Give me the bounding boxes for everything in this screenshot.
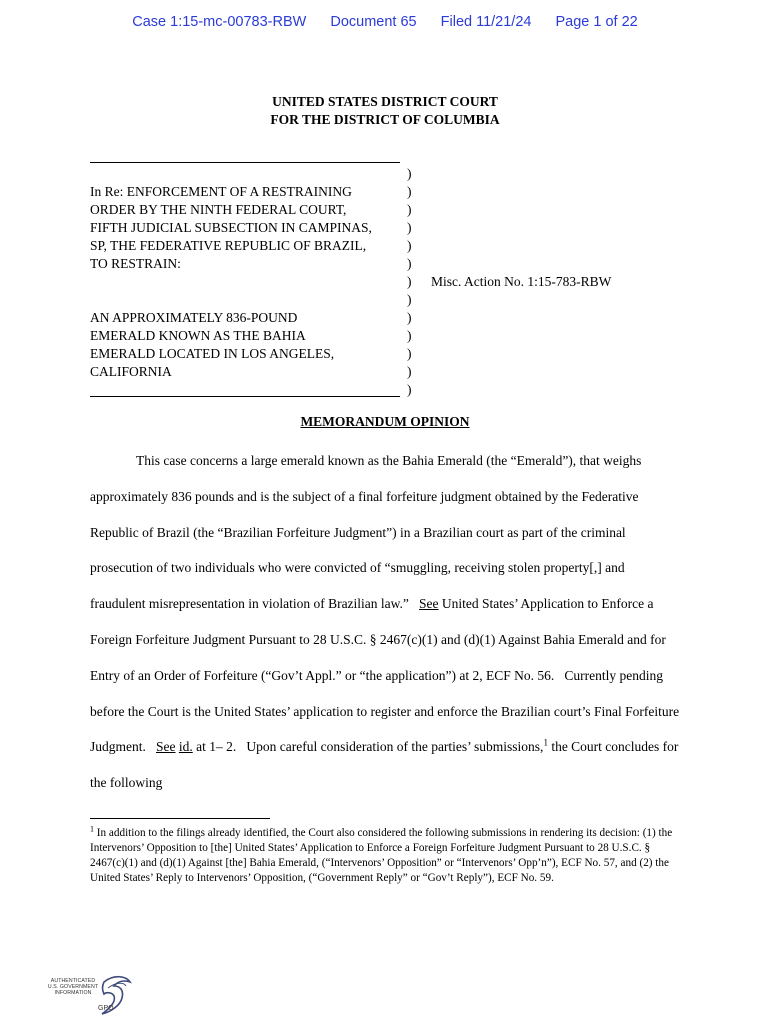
paren: ) — [407, 346, 412, 361]
opinion-body — [90, 443, 680, 801]
footnote-number: 1 — [90, 824, 94, 834]
paren: ) — [407, 202, 412, 217]
paren: ) — [407, 184, 412, 199]
paren: ) — [407, 220, 412, 235]
citation-id: id. — [178, 739, 193, 755]
footnote-separator — [90, 818, 270, 819]
caption-bottom-rule — [90, 396, 400, 397]
paren: ) — [407, 238, 412, 253]
caption-line: In Re: ENFORCEMENT OF A RESTRAINING — [90, 184, 352, 199]
citation-signal-see: See — [419, 596, 439, 612]
footnote-text: In addition to the filings already identified, the Court also considered the following submissions in rendering its decision: (1) the Intervenors’ Opposition to [the] United States’ Application to Enforce a Foreign Forfeiture Judgment Pursuant to 28 U.S.C. § 2467(c)(1) and (d)(1) Against [the] Bahia Emerald, (“Intervenors’ Opposition” or “Intervenors’ Opp’n”), ECF No. 57, and (2) the United States’ Reply to Intervenors’ Opposition, (“Government Reply” or “Gov’t Reply”), ECF No. 59. — [90, 827, 673, 884]
filing-header — [0, 14, 770, 30]
footnote-reference[interactable]: 1 — [543, 737, 548, 748]
paren: ) — [407, 382, 412, 397]
case-number: Case 1:15-mc-00783-RBW — [132, 14, 307, 30]
seal-text: AUTHENTICATED U.S. GOVERNMENT INFORMATION — [47, 978, 99, 996]
body-text: at 1– 2. Upon careful consideration of the parties’ submissions, — [192, 739, 544, 755]
gpo-label: GPO — [98, 1005, 114, 1012]
caption-line: EMERALD KNOWN AS THE BAHIA — [90, 328, 306, 343]
caption-party-property — [90, 309, 410, 381]
caption-line: SP, THE FEDERATIVE REPUBLIC OF BRAZIL, — [90, 238, 367, 253]
page-number: Page 1 of 22 — [555, 14, 638, 30]
opinion-paragraph — [90, 443, 680, 801]
caption-party-in-re — [90, 183, 410, 273]
caption-line: AN APPROXIMATELY 836-POUND — [90, 310, 298, 325]
filed-date: Filed 11/21/24 — [440, 14, 532, 30]
eagle-icon — [96, 972, 134, 1018]
document-number: Document 65 — [330, 14, 417, 30]
caption-line: ORDER BY THE NINTH FEDERAL COURT, — [90, 202, 347, 217]
footnote — [90, 826, 684, 886]
paren: ) — [407, 328, 412, 343]
caption-line: CALIFORNIA — [90, 364, 172, 379]
paren: ) — [407, 364, 412, 379]
document-title: MEMORANDUM OPINION — [300, 414, 470, 429]
paren: ) — [407, 166, 412, 181]
court-heading — [0, 93, 770, 129]
body-text: the Court concludes for the following — [90, 739, 679, 791]
caption-line: FIFTH JUDICIAL SUBSECTION IN CAMPINAS, — [90, 220, 372, 235]
court-district: FOR THE DISTRICT OF COLUMBIA — [270, 112, 500, 127]
paren: ) — [407, 310, 412, 325]
gpo-authentication-seal — [44, 972, 134, 1018]
body-text: This case concerns a large emerald known as the Bahia Emerald (the “Emerald”), that weighs approximately 836 pounds and is the subject of a final forfeiture judgment obtained by the Federative Republic of Brazil (the “Brazilian Forfeiture Judgment”) in a Brazilian court as part of the criminal prosecution of two individuals who were convicted of “smuggling, receiving stolen property[,] and fraudulent misrepresentation in violation of Brazilian law.” — [90, 453, 642, 612]
caption-line: TO RESTRAIN: — [90, 256, 181, 271]
citation-signal-see: See — [156, 739, 176, 755]
body-text: United States’ Application to Enforce a Foreign Forfeiture Judgment Pursuant to 28 U.S.C. § 2467(c)(1) and (d)(1) Against Bahia Emerald and for Entry of an Order of Forfeiture (“Gov’t Appl.” or “the application”) at 2, ECF No. 56. Currently pending before the Court is the United States’ application to register and enforce the Brazilian court’s Final Forfeiture Judgment. — [90, 596, 680, 755]
paren: ) — [407, 274, 412, 289]
paren: ) — [407, 292, 412, 307]
paren: ) — [407, 256, 412, 271]
caption-parentheses — [407, 165, 412, 399]
case-caption — [90, 183, 410, 381]
caption-line: EMERALD LOCATED IN LOS ANGELES, — [90, 346, 335, 361]
caption-top-rule — [90, 162, 400, 163]
court-name: UNITED STATES DISTRICT COURT — [272, 94, 498, 109]
misc-action-number: Misc. Action No. 1:15-783-RBW — [431, 274, 612, 289]
